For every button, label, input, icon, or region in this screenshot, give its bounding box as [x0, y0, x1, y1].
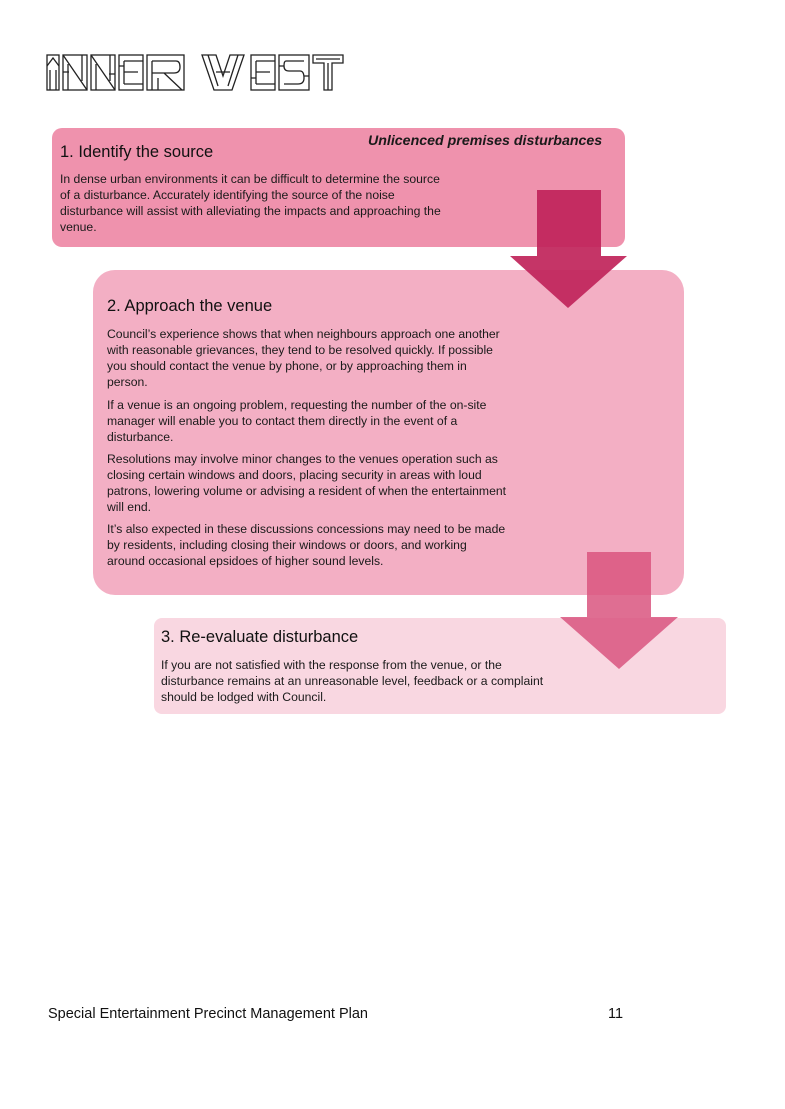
step2-paragraph: It’s also expected in these discussions concessions may need to be made by residents, including closing their windows or doors, and working around occasional epsidoes of higher sound levels.: [107, 522, 506, 568]
section-tag: Unlicenced premises disturbances: [368, 133, 603, 149]
footer-document-title: Special Entertainment Precinct Management Plan: [48, 1006, 368, 1022]
step2-paragraph: Council’s experience shows that when neighbours approach one another with reasonable grievances, they tend to be resolved quickly. If possible you should contact the venue by phone, or by approaching them in person.: [107, 327, 500, 389]
step1-body: In dense urban environments it can be difficult to determine the source of a disturbance. Accurately identifying the source of the noise disturbance will assist with alleviating the impacts and approaching the venue.: [60, 172, 441, 234]
down-arrow-icon: [560, 552, 678, 669]
step3-body: If you are not satisfied with the response from the venue, or the disturbance remains at an unreasonable level, feedback or a complaint should be lodged with Council.: [161, 658, 544, 704]
step2-paragraph: If a venue is an ongoing problem, requesting the number of the on-site manager will enable you to contact them directly in the event of a disturbance.: [107, 398, 487, 444]
step3-heading: 3. Re-evaluate disturbance: [161, 628, 359, 646]
down-arrow-icon: [510, 190, 627, 308]
inner-west-logo: [46, 54, 346, 92]
step1-heading: 1. Identify the source: [60, 143, 214, 161]
page-number: 11: [608, 1006, 624, 1022]
step2-paragraph: Resolutions may involve minor changes to the venues operation such as closing certain windows and doors, placing security in areas with loud patrons, lowering volume or advising a resident of when the entertainment will end.: [107, 452, 507, 514]
step2-heading: 2. Approach the venue: [107, 297, 273, 315]
